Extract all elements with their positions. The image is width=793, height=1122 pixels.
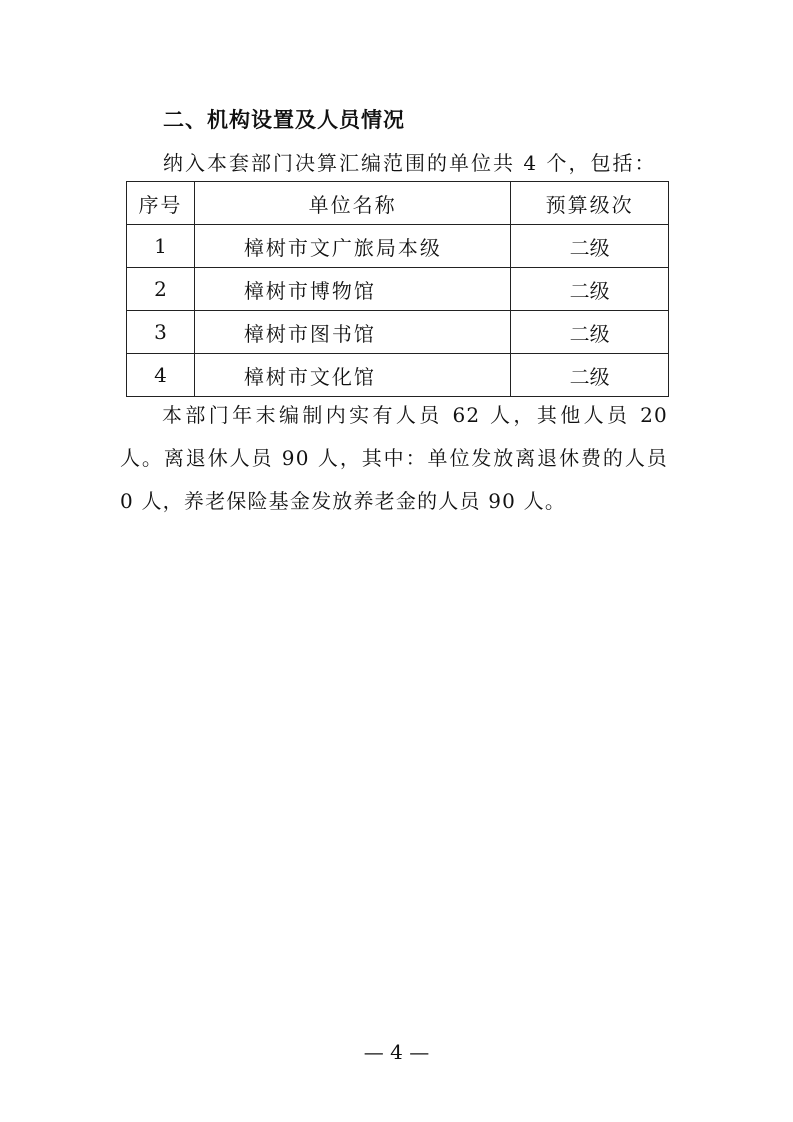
units-table [126, 181, 669, 397]
row-budget-level: 二级 [511, 225, 669, 268]
header-unit-name: 单位名称 [194, 182, 510, 225]
header-budget-level: 预算级次 [511, 182, 669, 225]
table-row [127, 268, 669, 311]
table-row [127, 225, 669, 268]
intro-text: 纳入本套部门决算汇编范围的单位共 4 个，包括： [163, 151, 657, 175]
header-seq: 序号 [127, 182, 195, 225]
row-seq: 2 [127, 268, 195, 311]
table-row [127, 354, 669, 397]
row-budget-level: 二级 [511, 311, 669, 354]
row-seq: 3 [127, 311, 195, 354]
row-seq: 1 [127, 225, 195, 268]
table-header-row [127, 182, 669, 225]
row-budget-level: 二级 [511, 268, 669, 311]
row-unit-name: 樟树市文广旅局本级 [194, 225, 510, 268]
staff-paragraph: 本部门年末编制内实有人员 62 人，其他人员 20 人。离退休人员 90 人，其中：单位发放离退休费的人员 0 人，养老保险基金发放养老金的人员 90 人。 [120, 403, 668, 513]
row-unit-name: 樟树市文化馆 [194, 354, 510, 397]
row-unit-name: 樟树市博物馆 [194, 268, 510, 311]
row-budget-level: 二级 [511, 354, 669, 397]
section-heading: 二、机构设置及人员情况 [163, 108, 405, 132]
staff-info [120, 394, 668, 523]
row-unit-name: 樟树市图书馆 [194, 311, 510, 354]
table-row [127, 311, 669, 354]
row-seq: 4 [127, 354, 195, 397]
page-number: — 4 — [363, 1040, 430, 1064]
